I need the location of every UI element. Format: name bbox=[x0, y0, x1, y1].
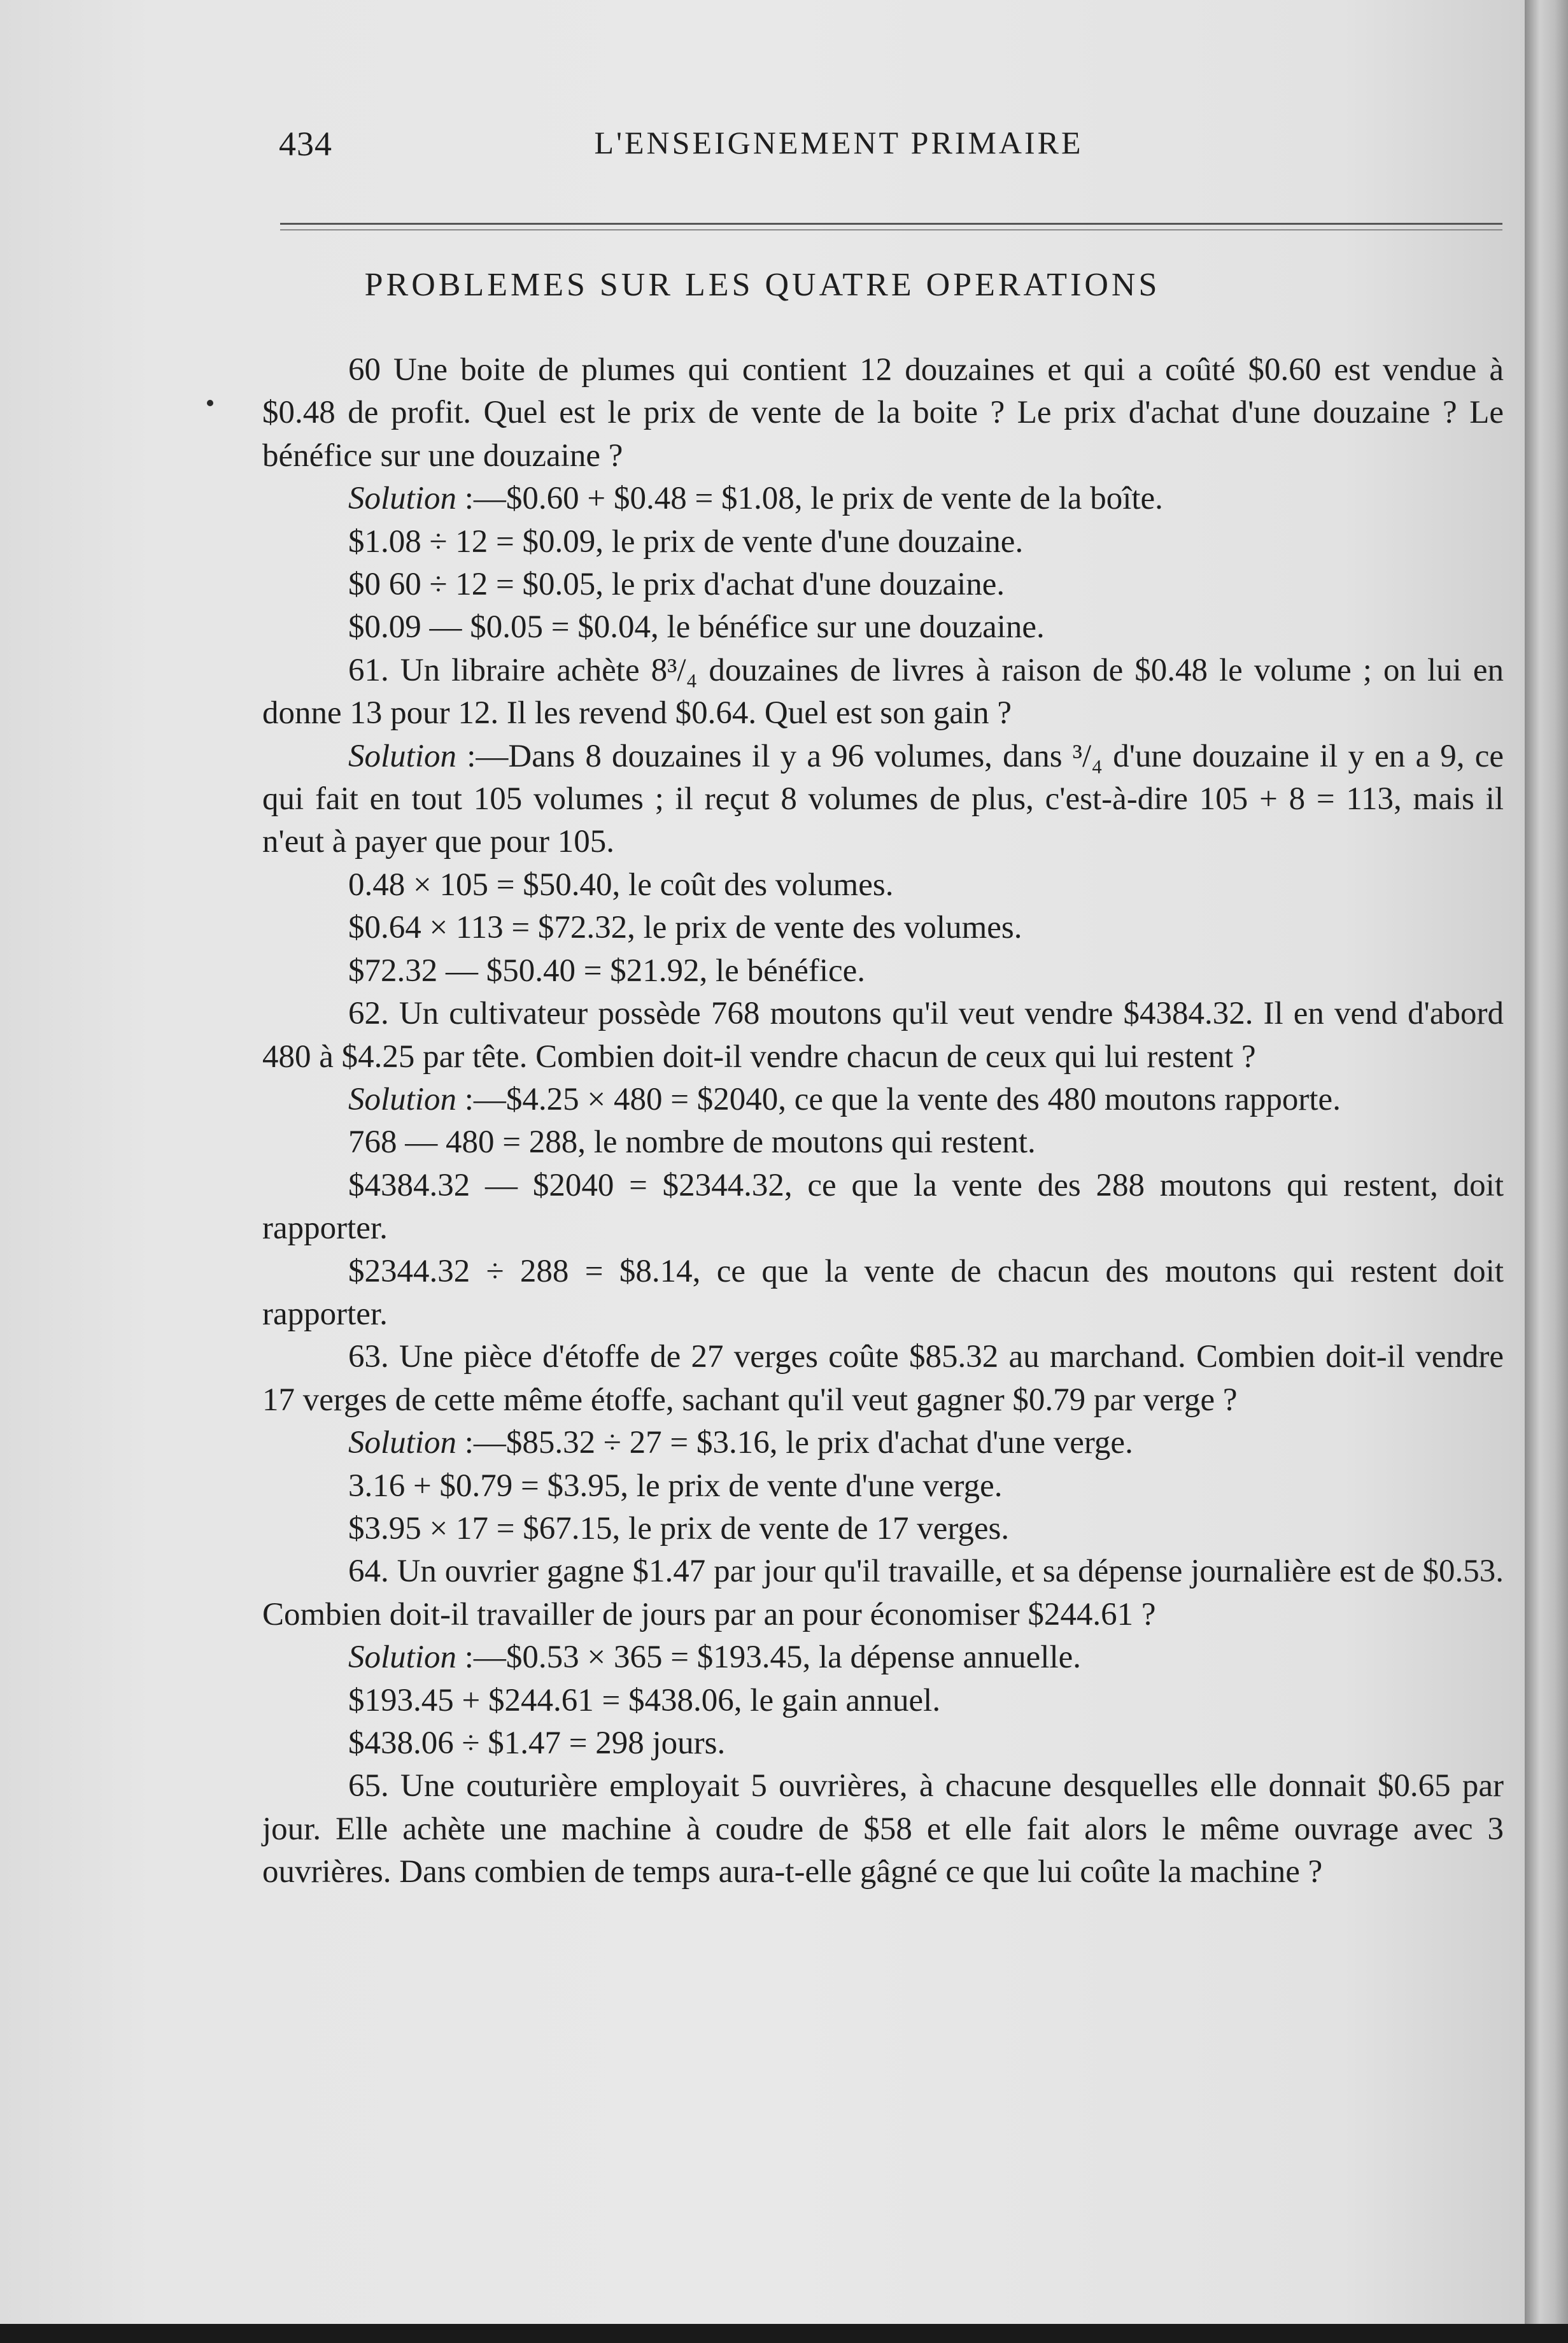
solution-step: $438.06 ÷ $1.47 = 298 jours. bbox=[348, 1725, 726, 1761]
solution-step: $3.95 × 17 = $67.15, le prix de vente de 17 verges. bbox=[348, 1510, 1010, 1547]
solution-step: $0 60 ÷ 12 = $0.05, le prix d'achat d'une douzaine. bbox=[348, 567, 1005, 603]
solution-text: :—$4.25 × 480 = $2040, ce que la vente des 480 moutons rapporte. bbox=[456, 1081, 1341, 1117]
header-rule-secondary bbox=[280, 229, 1502, 230]
problem-statement: 60 Une boite de plumes qui contient 12 douzaines et qui a coûté $0.60 est vendue à $0.48 de profit. Quel est le prix de vente de la boite ? Le prix d'achat d'une douzaine ? Le bénéfice sur une douzaine ? bbox=[262, 352, 1504, 474]
solution-text: :—Dans 8 douzaines il y a 96 volumes, dans ³/₄ d'une douzaine il y en a 9, ce qui fait en tout 105 volumes ; il reçut 8 volumes de plus, c'est-à-dire 105 + 8 = 113, mais il n'eut à payer que pour 105. bbox=[262, 738, 1504, 860]
solution-label: Solution bbox=[348, 481, 457, 517]
section-title: PROBLEMES SUR LES QUATRE OPERATIONS bbox=[364, 267, 1161, 303]
solution-label: Solution bbox=[348, 1081, 457, 1117]
solution-text: :—$85.32 ÷ 27 = $3.16, le prix d'achat d'une verge. bbox=[456, 1425, 1133, 1461]
solution-step: $72.32 — $50.40 = $21.92, le bénéfice. bbox=[348, 952, 866, 989]
page-header bbox=[279, 124, 1246, 169]
solution-label: Solution bbox=[348, 1425, 457, 1461]
solution-step: $0.64 × 113 = $72.32, le prix de vente des volumes. bbox=[348, 910, 1022, 946]
solution-line bbox=[262, 1422, 1504, 1464]
problem-statement: 62. Un cultivateur possède 768 moutons qu'il veut vendre $4384.32. Il en vend d'abord 480 à $4.25 par tête. Combien doit-il vendre chacun de ceux qui lui restent ? bbox=[262, 996, 1504, 1075]
solution-line bbox=[262, 1636, 1504, 1679]
solution-line bbox=[262, 478, 1504, 520]
solution-label: Solution bbox=[348, 1639, 457, 1676]
solution-text: :—$0.53 × 365 = $193.45, la dépense annuelle. bbox=[456, 1639, 1082, 1676]
solution-step: $2344.32 ÷ 288 = $8.14, ce que la vente de chacun des moutons qui restent doit rapporter. bbox=[262, 1253, 1504, 1332]
solution-step: 0.48 × 105 = $50.40, le coût des volumes. bbox=[348, 867, 894, 903]
solution-step: $193.45 + $244.61 = $438.06, le gain annuel. bbox=[348, 1682, 941, 1718]
problems-text bbox=[262, 349, 1504, 1894]
margin-mark bbox=[207, 400, 213, 406]
solution-text: :—$0.60 + $0.48 = $1.08, le prix de vente de la boîte. bbox=[456, 481, 1163, 517]
solution-line bbox=[262, 735, 1504, 864]
solution-step: 3.16 + $0.79 = $3.95, le prix de vente d'une verge. bbox=[348, 1468, 1003, 1504]
running-title: L'ENSEIGNEMENT PRIMAIRE bbox=[594, 125, 1084, 160]
scan-edge-right bbox=[1525, 0, 1568, 2343]
solution-step: $1.08 ÷ 12 = $0.09, le prix de vente d'une douzaine. bbox=[348, 523, 1024, 560]
solution-step: 768 — 480 = 288, le nombre de moutons qui restent. bbox=[348, 1124, 1036, 1161]
scan-edge-bottom bbox=[0, 2324, 1568, 2343]
solution-line bbox=[262, 1079, 1504, 1121]
page-number: 434 bbox=[279, 125, 332, 163]
header-rule bbox=[280, 223, 1502, 225]
solution-label: Solution bbox=[348, 738, 457, 774]
problem-statement: 63. Une pièce d'étoffe de 27 verges coûte $85.32 au marchand. Combien doit-il vendre 17 verges de cette même étoffe, sachant qu'il veut gagner $0.79 par verge ? bbox=[262, 1339, 1504, 1418]
problem-statement: 64. Un ouvrier gagne $1.47 par jour qu'il travaille, et sa dépense journalière est de $0.53. Combien doit-il travailler de jours par an pour économiser $244.61 ? bbox=[262, 1554, 1504, 1632]
solution-step: $0.09 — $0.05 = $0.04, le bénéfice sur une douzaine. bbox=[348, 609, 1045, 646]
solution-step: $4384.32 — $2040 = $2344.32, ce que la vente des 288 moutons qui restent, doit rapporter. bbox=[262, 1167, 1504, 1247]
problem-statement: 65. Une couturière employait 5 ouvrières, à chacune desquelles elle donnait $0.65 par jour. Elle achète une machine à coudre de $58 et elle fait alors le même ouvrage avec 3 ouvrières. Dans combien de temps aura-t-elle gâgné ce que lui coûte la machine ? bbox=[262, 1768, 1504, 1890]
problem-statement: 61. Un libraire achète 8³/₄ douzaines de livres à raison de $0.48 le volume ; on lui en donne 13 pour 12. Il les revend $0.64. Quel est son gain ? bbox=[262, 652, 1504, 732]
